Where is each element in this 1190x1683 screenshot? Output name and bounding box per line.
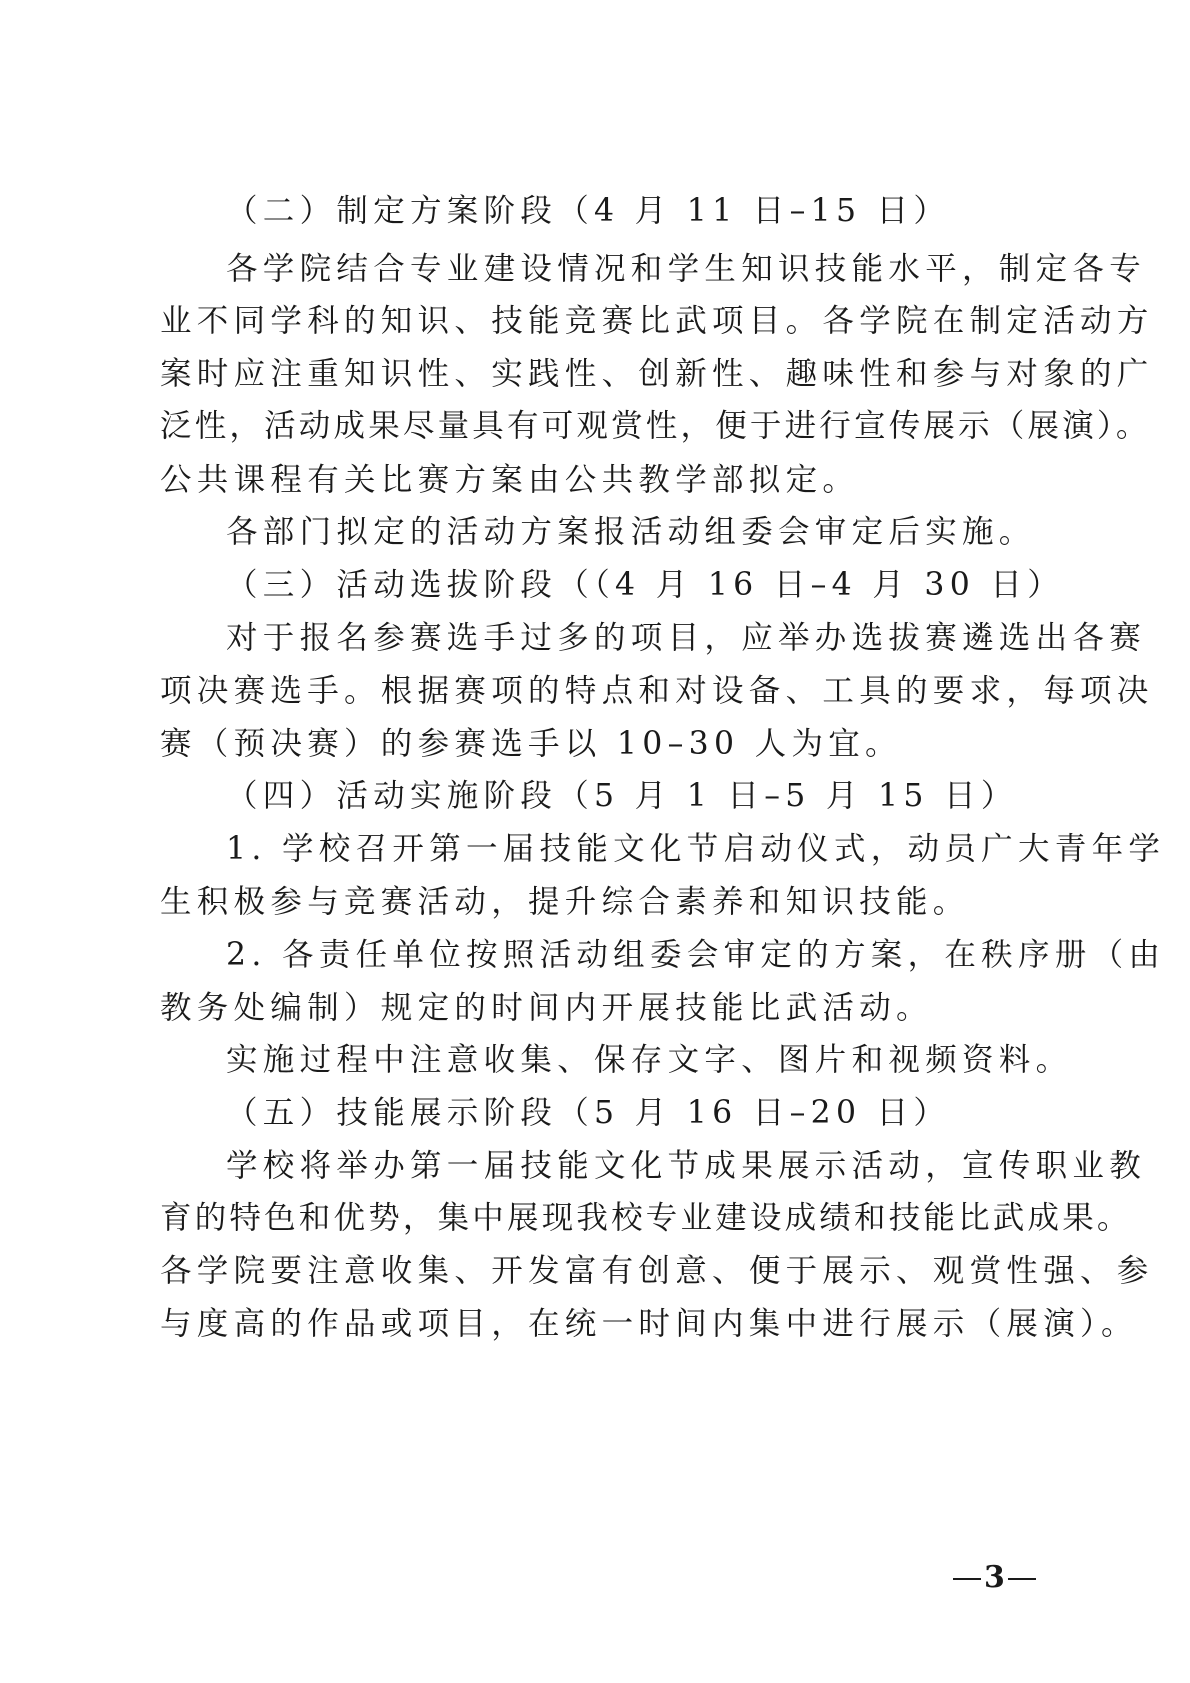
paragraph-line: 对于报名参赛选手过多的项目，应举办选拔赛遴选出各赛: [226, 620, 1147, 656]
paragraph-line: 公共课程有关比赛方案由公共教学部拟定。: [160, 462, 860, 498]
section-heading-4: （四）活动实施阶段（5 月 1 日–5 月 15 日）: [226, 778, 1018, 814]
paragraph-line: 与度高的作品或项目，在统一时间内集中进行展示（展演）。: [160, 1306, 1138, 1342]
paragraph-line: 1. 学校召开第一届技能文化节启动仪式，动员广大青年学: [226, 831, 1166, 867]
paragraph-line: 学校将举办第一届技能文化节成果展示活动，宣传职业教: [226, 1148, 1147, 1184]
section-heading-3: （三）活动选拔阶段（（4 月 16 日–4 月 30 日）: [226, 567, 1065, 603]
paragraph-line: 各学院结合专业建设情况和学生知识技能水平，制定各专: [226, 251, 1147, 287]
paragraph-line: 2. 各责任单位按照活动组委会审定的方案，在秩序册（由: [226, 937, 1166, 973]
paragraph-line: 实施过程中注意收集、保存文字、图片和视频资料。: [226, 1042, 1073, 1078]
paragraph-line: 教务处编制）规定的时间内开展技能比武活动。: [160, 990, 933, 1026]
paragraph-line: 育的特色和优势，集中展现我校专业建设成绩和技能比武成果。: [160, 1200, 1132, 1236]
page-number-dash-left: [953, 1578, 981, 1580]
paragraph-line: 赛（预决赛）的参赛选手以 10–30 人为宜。: [160, 726, 902, 762]
paragraph-line: 各学院要注意收集、开发富有创意、便于展示、观赏性强、参: [160, 1253, 1154, 1289]
paragraph-line: 业不同学科的知识、技能竞赛比武项目。各学院在制定活动方: [160, 303, 1154, 339]
paragraph-line: 案时应注重知识性、实践性、创新性、趣味性和参与对象的广: [160, 356, 1154, 392]
section-heading-2: （二）制定方案阶段（4 月 11 日–15 日）: [226, 193, 951, 229]
paragraph-line: 各部门拟定的活动方案报活动组委会审定后实施。: [226, 514, 1036, 550]
paragraph-line: 生积极参与竞赛活动，提升综合素养和知识技能。: [160, 884, 970, 920]
paragraph-line: 泛性，活动成果尽量具有可观赏性，便于进行宣传展示（展演）。: [160, 408, 1151, 444]
page-number: [950, 1560, 1039, 1596]
section-heading-5: （五）技能展示阶段（5 月 16 日–20 日）: [226, 1095, 951, 1131]
page-number-dash-right: [1008, 1578, 1036, 1580]
paragraph-line: 项决赛选手。根据赛项的特点和对设备、工具的要求，每项决: [160, 673, 1154, 709]
page-number-value: 3: [984, 1560, 1005, 1595]
